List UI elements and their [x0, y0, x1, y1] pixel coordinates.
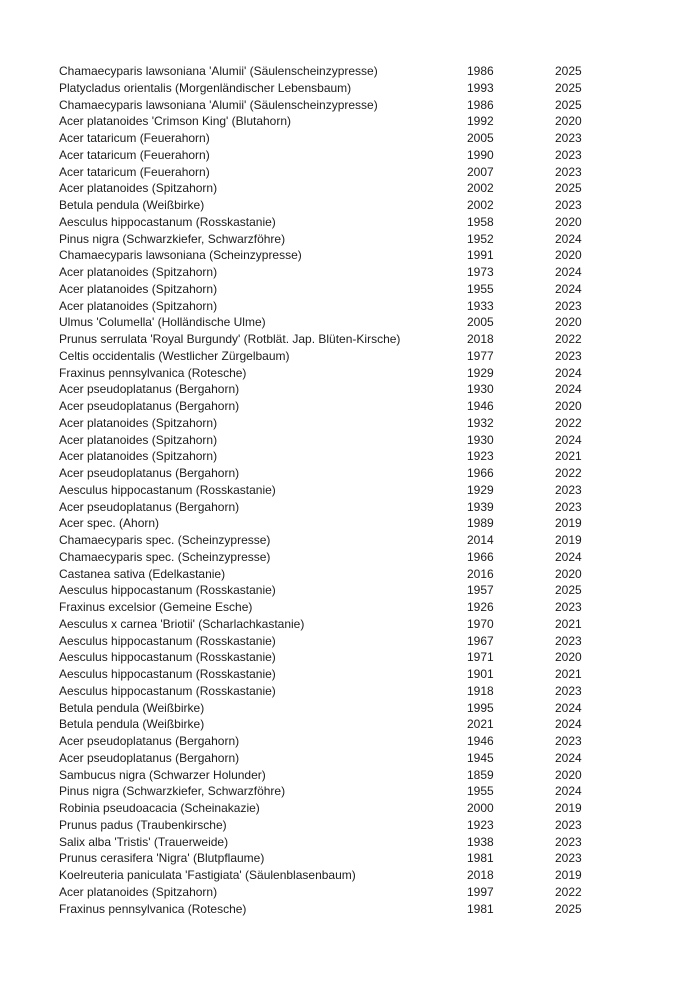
species-name: Betula pendula (Weißbirke): [59, 717, 205, 732]
species-name: Acer platanoides 'Crimson King' (Blutahorn): [59, 114, 292, 129]
year-felled: 2023: [555, 164, 582, 179]
year-felled: 2020: [555, 114, 582, 129]
table-row: [59, 214, 680, 231]
year-felled: 2024: [555, 549, 582, 564]
year-felled: 2021: [555, 449, 582, 464]
species-name: Betula pendula (Weißbirke): [59, 700, 205, 715]
year-planted: 1859: [467, 767, 494, 782]
species-name: Aesculus hippocastanum (Rosskastanie): [59, 482, 276, 497]
year-planted: 1986: [467, 64, 494, 78]
year-planted: 1955: [467, 784, 494, 799]
year-planted: 1981: [467, 851, 494, 866]
year-planted: 1929: [467, 365, 494, 380]
table-row: [59, 666, 680, 683]
species-name: Fraxinus pennsylvanica (Rotesche): [59, 365, 247, 380]
table-row: [59, 633, 680, 650]
species-name: Pinus nigra (Schwarzkiefer, Schwarzföhre): [59, 231, 286, 246]
year-felled: 2023: [555, 131, 582, 145]
species-name: Platycladus orientalis (Morgenländischer Lebensbaum): [59, 80, 352, 95]
year-planted: 1938: [467, 834, 494, 849]
year-felled: 2023: [555, 600, 582, 614]
year-felled: 2024: [555, 432, 582, 447]
year-felled: 2024: [555, 784, 582, 799]
species-name: Acer pseudoplatanus (Bergahorn): [59, 466, 240, 480]
species-name: Chamaecyparis spec. (Scheinzypresse): [59, 533, 271, 547]
year-felled: 2024: [555, 700, 582, 715]
species-name: Betula pendula (Weißbirke): [59, 198, 205, 212]
species-name: Acer platanoides (Spitzahorn): [59, 265, 218, 279]
species-name: Acer spec. (Ahorn): [59, 516, 160, 531]
table-row: [59, 63, 680, 80]
table-row: [59, 767, 680, 784]
year-planted: 1952: [467, 231, 494, 246]
year-felled: 2023: [555, 147, 582, 162]
table-row: [59, 800, 680, 817]
year-planted: 1990: [467, 147, 494, 162]
year-planted: 1997: [467, 884, 494, 899]
table-row: [59, 901, 680, 918]
table-row: [59, 867, 680, 884]
table-row: [59, 616, 680, 633]
table-row: [59, 499, 680, 516]
year-felled: 2025: [555, 80, 582, 95]
year-planted: 1989: [467, 516, 494, 531]
species-name: Prunus padus (Traubenkirsche): [59, 817, 227, 832]
species-name: Aesculus hippocastanum (Rosskastanie): [59, 650, 276, 665]
table-row: [59, 482, 680, 499]
species-name: Fraxinus excelsior (Gemeine Esche): [59, 600, 253, 614]
year-planted: 2014: [467, 533, 494, 547]
species-name: Prunus serrulata 'Royal Burgundy' (Rotblät. Jap. Blüten-Kirsche): [59, 332, 401, 346]
year-planted: 1955: [467, 281, 494, 296]
year-felled: 2025: [555, 583, 582, 598]
year-felled: 2023: [555, 817, 582, 832]
species-name: Sambucus nigra (Schwarzer Holunder): [59, 767, 266, 782]
species-name: Ulmus 'Columella' (Holländische Ulme): [59, 315, 266, 330]
table-row: [59, 197, 680, 214]
year-felled: 2024: [555, 365, 582, 380]
year-planted: 1971: [467, 650, 494, 665]
table-row: [59, 884, 680, 901]
year-planted: 2007: [467, 164, 494, 179]
species-name: Acer platanoides (Spitzahorn): [59, 432, 218, 447]
table-row: [59, 331, 680, 348]
table-row: [59, 432, 680, 449]
species-name: Acer tataricum (Feuerahorn): [59, 147, 210, 162]
year-felled: 2021: [555, 667, 582, 681]
table-row: [59, 348, 680, 365]
year-felled: 2022: [555, 415, 582, 430]
table-row: [59, 147, 680, 164]
year-planted: 1992: [467, 114, 494, 129]
species-name: Acer platanoides (Spitzahorn): [59, 181, 218, 196]
year-planted: 1918: [467, 683, 494, 698]
table-row: [59, 231, 680, 248]
year-felled: 2025: [555, 181, 582, 196]
year-planted: 1966: [467, 466, 494, 480]
year-planted: 1933: [467, 298, 494, 313]
year-felled: 2024: [555, 231, 582, 246]
year-planted: 1977: [467, 348, 494, 363]
year-felled: 2025: [555, 97, 582, 112]
year-felled: 2019: [555, 801, 582, 815]
year-planted: 1901: [467, 667, 494, 681]
year-planted: 1970: [467, 616, 494, 631]
year-planted: 1958: [467, 214, 494, 229]
species-name: Celtis occidentalis (Westlicher Zürgelbaum): [59, 348, 290, 363]
table-row: [59, 733, 680, 750]
year-planted: 1939: [467, 499, 494, 514]
year-felled: 2019: [555, 868, 582, 882]
table-row: [59, 532, 680, 549]
table-row: [59, 113, 680, 130]
year-planted: 2005: [467, 131, 494, 145]
species-name: Koelreuteria paniculata 'Fastigiata' (Säulenblasenbaum): [59, 868, 356, 882]
year-planted: 2016: [467, 566, 494, 581]
species-name: Chamaecyparis spec. (Scheinzypresse): [59, 549, 271, 564]
year-planted: 1930: [467, 432, 494, 447]
year-felled: 2025: [555, 901, 582, 916]
year-planted: 1929: [467, 482, 494, 497]
year-felled: 2020: [555, 767, 582, 782]
year-felled: 2019: [555, 533, 582, 547]
year-felled: 2024: [555, 717, 582, 732]
table-row: [59, 164, 680, 181]
table-row: [59, 599, 680, 616]
species-name: Chamaecyparis lawsoniana (Scheinzypresse): [59, 248, 302, 263]
year-planted: 1957: [467, 583, 494, 598]
table-row: [59, 130, 680, 147]
year-planted: 1923: [467, 449, 494, 464]
year-felled: 2022: [555, 466, 582, 480]
year-planted: 2005: [467, 315, 494, 330]
species-name: Acer platanoides (Spitzahorn): [59, 415, 218, 430]
table-row: [59, 649, 680, 666]
year-planted: 1986: [467, 97, 494, 112]
table-row: [59, 281, 680, 298]
species-name: Aesculus hippocastanum (Rosskastanie): [59, 583, 276, 598]
year-planted: 1930: [467, 382, 494, 397]
species-name: Aesculus hippocastanum (Rosskastanie): [59, 633, 276, 648]
year-planted: 1945: [467, 750, 494, 765]
year-felled: 2023: [555, 499, 582, 514]
year-felled: 2020: [555, 650, 582, 665]
table-row: [59, 97, 680, 114]
table-row: [59, 247, 680, 264]
year-planted: 2021: [467, 717, 494, 732]
year-planted: 1946: [467, 399, 494, 413]
year-planted: 1926: [467, 600, 494, 614]
species-name: Fraxinus pennsylvanica (Rotesche): [59, 901, 247, 916]
year-planted: 1967: [467, 633, 494, 648]
table-row: [59, 264, 680, 281]
year-felled: 2023: [555, 348, 582, 363]
species-name: Chamaecyparis lawsoniana 'Alumii' (Säulenscheinzypresse): [59, 64, 378, 78]
species-name: Acer tataricum (Feuerahorn): [59, 131, 210, 145]
year-felled: 2019: [555, 516, 582, 531]
species-name: Acer tataricum (Feuerahorn): [59, 164, 210, 179]
year-felled: 2023: [555, 834, 582, 849]
table-row: [59, 398, 680, 415]
table-row: [59, 365, 680, 382]
species-name: Acer platanoides (Spitzahorn): [59, 884, 218, 899]
table-row: [59, 465, 680, 482]
table-row: [59, 515, 680, 532]
year-felled: 2022: [555, 332, 582, 346]
species-name: Salix alba 'Tristis' (Trauerweide): [59, 834, 229, 849]
table-row: [59, 850, 680, 867]
species-name: Aesculus hippocastanum (Rosskastanie): [59, 214, 276, 229]
species-name: Aesculus hippocastanum (Rosskastanie): [59, 683, 276, 698]
table-row: [59, 314, 680, 331]
table-row: [59, 549, 680, 566]
year-felled: 2024: [555, 382, 582, 397]
year-planted: 1981: [467, 901, 494, 916]
year-planted: 2000: [467, 801, 494, 815]
year-planted: 1991: [467, 248, 494, 263]
year-felled: 2023: [555, 633, 582, 648]
year-felled: 2024: [555, 750, 582, 765]
year-felled: 2023: [555, 198, 582, 212]
year-planted: 1932: [467, 415, 494, 430]
species-name: Acer platanoides (Spitzahorn): [59, 281, 218, 296]
year-felled: 2020: [555, 315, 582, 330]
year-felled: 2023: [555, 683, 582, 698]
year-felled: 2020: [555, 566, 582, 581]
species-name: Acer platanoides (Spitzahorn): [59, 449, 218, 464]
table-row: [59, 448, 680, 465]
species-name: Acer pseudoplatanus (Bergahorn): [59, 399, 240, 413]
tree-table: [59, 63, 680, 917]
year-felled: 2023: [555, 482, 582, 497]
year-felled: 2023: [555, 851, 582, 866]
year-planted: 2002: [467, 181, 494, 196]
table-row: [59, 381, 680, 398]
species-name: Robinia pseudoacacia (Scheinakazie): [59, 801, 260, 815]
table-row: [59, 783, 680, 800]
year-felled: 2022: [555, 884, 582, 899]
species-name: Acer pseudoplatanus (Bergahorn): [59, 750, 240, 765]
year-felled: 2024: [555, 281, 582, 296]
year-planted: 1995: [467, 700, 494, 715]
species-name: Pinus nigra (Schwarzkiefer, Schwarzföhre): [59, 784, 286, 799]
year-felled: 2025: [555, 64, 582, 78]
table-row: [59, 80, 680, 97]
species-name: Castanea sativa (Edelkastanie): [59, 566, 226, 581]
year-felled: 2021: [555, 616, 582, 631]
table-row: [59, 415, 680, 432]
year-planted: 1966: [467, 549, 494, 564]
species-name: Aesculus x carnea 'Briotii' (Scharlachkastanie): [59, 616, 305, 631]
year-felled: 2020: [555, 248, 582, 263]
table-row: [59, 716, 680, 733]
year-felled: 2023: [555, 298, 582, 313]
year-planted: 1946: [467, 734, 494, 748]
year-felled: 2024: [555, 265, 582, 279]
table-row: [59, 750, 680, 767]
year-planted: 1993: [467, 80, 494, 95]
species-name: Acer pseudoplatanus (Bergahorn): [59, 734, 240, 748]
species-name: Acer platanoides (Spitzahorn): [59, 298, 218, 313]
table-row: [59, 582, 680, 599]
year-felled: 2023: [555, 734, 582, 748]
table-row: [59, 298, 680, 315]
year-felled: 2020: [555, 399, 582, 413]
species-name: Acer pseudoplatanus (Bergahorn): [59, 382, 240, 397]
year-felled: 2020: [555, 214, 582, 229]
table-row: [59, 566, 680, 583]
species-name: Aesculus hippocastanum (Rosskastanie): [59, 667, 276, 681]
table-row: [59, 180, 680, 197]
table-row: [59, 817, 680, 834]
table-row: [59, 834, 680, 851]
table-row: [59, 700, 680, 717]
species-name: Acer pseudoplatanus (Bergahorn): [59, 499, 240, 514]
species-name: Prunus cerasifera 'Nigra' (Blutpflaume): [59, 851, 265, 866]
species-name: Chamaecyparis lawsoniana 'Alumii' (Säulenscheinzypresse): [59, 97, 378, 112]
year-planted: 1923: [467, 817, 494, 832]
year-planted: 1973: [467, 265, 494, 279]
year-planted: 2018: [467, 332, 494, 346]
year-planted: 2002: [467, 198, 494, 212]
year-planted: 2018: [467, 868, 494, 882]
table-row: [59, 683, 680, 700]
